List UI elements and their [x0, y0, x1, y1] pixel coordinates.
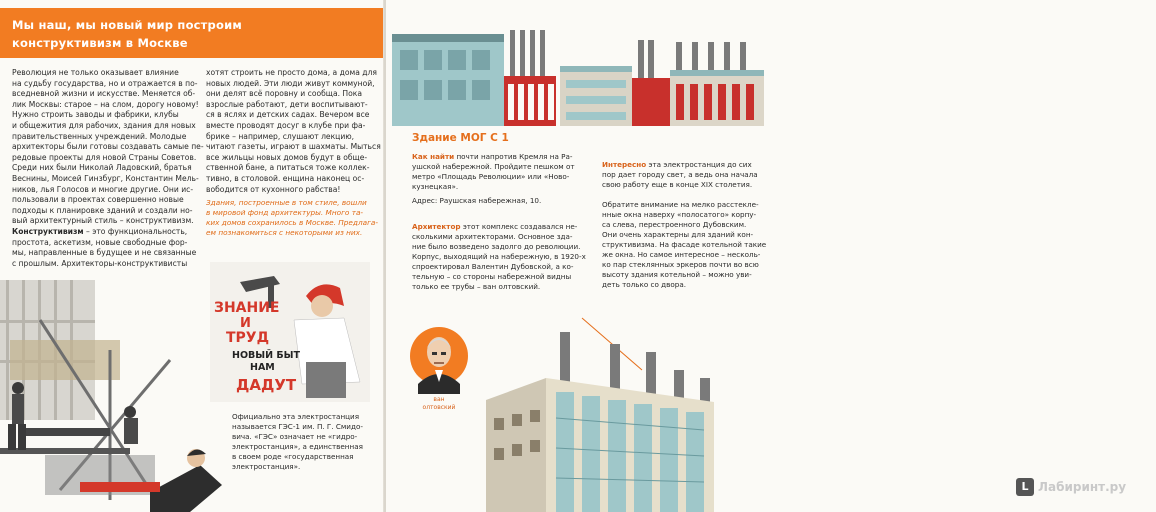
poster-word-will-give: ДАДУТ [236, 376, 297, 394]
poster-word-knowledge: ЗНАНИЕ [214, 300, 280, 316]
architect-label: Архитектор [412, 222, 461, 231]
poster-word-labor: ТРУД [226, 330, 270, 346]
construction-illustration [0, 260, 230, 512]
constructivism-term: Конструктивизм [12, 226, 84, 236]
labirint-logo-icon: L [1016, 478, 1034, 496]
interesting-block: Интересно эта электростанция до сих пор дает городу свет, а ведь она начала свою работу еще в конце XIX столетия. [602, 160, 758, 189]
intro-column-1: Революция не только оказывает влияние на судьбу государства, но и отражается в по- вседневной жизни и искусстве. Меняется об- лик Москвы: старое – на слом, дорогу новому! Нужно строить заводы и фабрики, клубы и общежития для рабочих, здания для новых правительственных учреждений. Молодые архитекторы были готовы создавать самые пе- редовые проекты для новой Страны Советов. Среди них были Николай Ладовский, братья Веснины, Моисей Гинзбург, Константин Мель- ников, лья Голосов и многие другие. Они ис- пользовали в проектах совершенно новые подходы к планировке зданий и создали но- вый архитектурный стиль – конструктивизм. Конструктивизм – это функциональность, простота, аскетизм, новые свободные фор- мы, направленные в будущее и не связанные с прошлым. Архитекторы-конструктивисты [12, 68, 204, 268]
how-to-find-block: Как найти почти напротив Кремля на Ра- ушской набережной. Пройдите пешком от метро «Площадь Революции» или «Ново- кузнецкая». Адрес: Раушская набережная, 10. [412, 152, 592, 206]
poster-word-and: И [240, 316, 251, 331]
left-page [0, 0, 384, 512]
poster-word-us: НАМ [250, 362, 275, 373]
watermark-text: Лабиринт.ру [1038, 480, 1127, 494]
windows-note-block: Обратите внимание на мелко расстекле- нные окна наверху «полосатого» корпу- са слева, перестроенного Дубовским. Они очень характерны для зданий кон- структивизма. На фасаде котельной такие же окна. Но самое интересное – несколь- ко пар стеклянных эркеров почти во всю высоту здания котельной – можно уви- деть только со двора. [602, 200, 767, 289]
power-station-skyline-illustration [386, 0, 770, 126]
propaganda-poster [210, 262, 370, 402]
power-station-building-illustration [482, 318, 770, 512]
labirint-watermark [1016, 476, 1156, 498]
how-to-find-label: Как найти [412, 152, 455, 161]
highlight-note: Здания, построенные в том стиле, вошли в мировой фонд архитектуры. Много та- ких домов сохранилось в Москве. Предлага- ем познакомиться с некоторыми из них. [206, 198, 379, 237]
poster-word-new-life: НОВЫЙ БЫТ [232, 350, 300, 361]
chapter-title-line-2: конструктивизм в Москве [12, 36, 188, 50]
interesting-label: Интересно [602, 160, 647, 169]
address-line: Адрес: Раушская набережная, 10. [412, 196, 542, 205]
building-heading: Здание МОГ С 1 [412, 132, 509, 144]
portrait-caption-line-1: ван [433, 396, 445, 403]
architect-block: Архитектор этот комплекс создавался не- сколькими архитекторами. Основное зда- ние было возведено задолго до революции. Корпус, выходящий на набережную, в 1920-х спроектировал Валентин Дубовской, а ко- тельную – со стороны набережной видны только ее трубы – ван олтовский. [412, 222, 586, 291]
intro-column-2: хотят строить не просто дома, а дома для новых людей. Эти люди живут коммуной, они делят всё поровну и сообща. Пока взрослые работают, дети воспитывают- ся в яслях и детских садах. Вечером все вместе проводят досуг в клубе при фа- брике – например, слушают лекцию, читают газеты, играют в шахматы. Мыться все жильцы новых домов будут в обще- ственной бане, а питаться тоже коллек- тивно, в столовой. енщина наконец ос- вободится от кухонного рабства! [206, 68, 381, 194]
architect-portrait [408, 320, 470, 394]
right-page [386, 0, 1127, 512]
chapter-title-line-1: Мы наш, мы новый мир построим [12, 18, 242, 32]
portrait-caption-line-2: олтовский [422, 404, 456, 411]
power-station-note: Официально эта электростанция называется ГЭС-1 им. П. Г. Смидо- вича. «ГЭС» означает не «гидро- электростанция», а единственная в своем роде «государственная электростанция». [232, 412, 363, 471]
chapter-title-banner [0, 8, 384, 58]
